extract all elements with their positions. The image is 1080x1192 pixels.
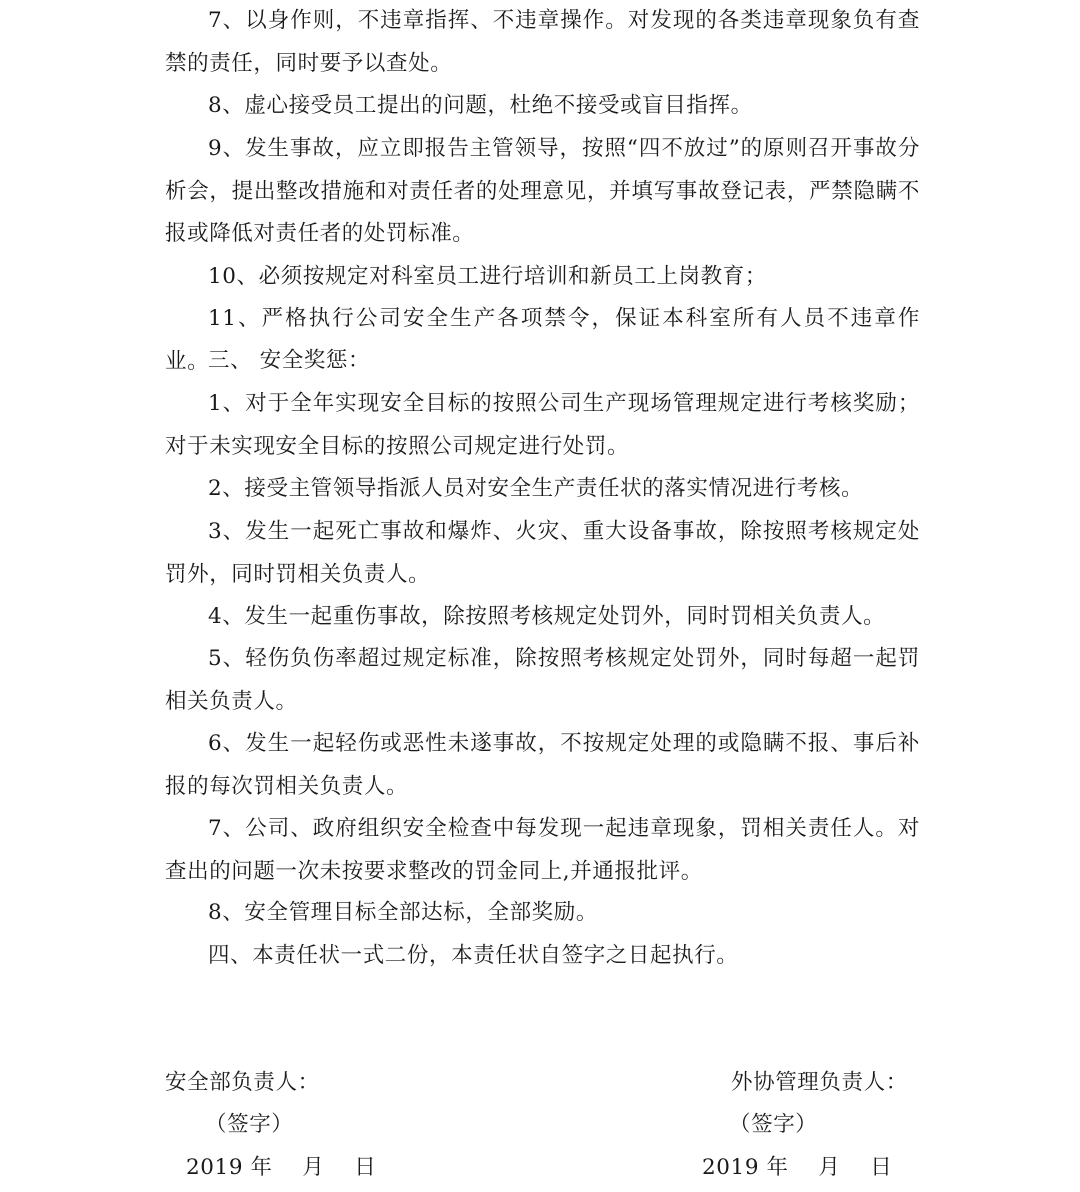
signature-right-sign-label: （签字）: [729, 1112, 818, 1137]
signature-right-date: 2019 年 月 日: [702, 1155, 893, 1180]
paragraph-item-10-duty: 10、必须按规定对科室员工进行培训和新员工上岗教育；: [208, 264, 767, 289]
paragraph-item-8-duty: 8、虚心接受员工提出的问题，杜绝不接受或盲目指挥。: [208, 93, 753, 118]
paragraph-reward-5: 5、轻伤负伤率超过规定标准，除按照考核规定处罚外，同时每超一起罚相关负责人。: [165, 646, 920, 714]
paragraph-reward-3: 3、发生一起死亡事故和爆炸、火灾、重大设备事故，除按照考核规定处罚外，同时罚相关负责人。: [165, 519, 920, 587]
signature-left-title: 安全部负责人：: [165, 1070, 320, 1095]
paragraph-item-7-duty: 7、以身作则，不违章指挥、不违章操作。对发现的各类违章现象负有查禁的责任，同时要予以查处。: [165, 8, 920, 76]
signature-left-date: 2019 年 月 日: [186, 1155, 377, 1180]
paragraph-reward-4: 4、发生一起重伤事故，除按照考核规定处罚外，同时罚相关负责人。: [208, 604, 886, 629]
paragraph-item-11-duty: 11、严格执行公司安全生产各项禁令，保证本科室所有人员不违章作业。: [165, 306, 920, 374]
paragraph-reward-8: 8、安全管理目标全部达标，全部奖励。: [208, 900, 598, 925]
signature-right-title: 外协管理负责人：: [731, 1070, 908, 1095]
paragraph-reward-6: 6、发生一起轻伤或恶性未遂事故，不按规定处理的或隐瞒不报、事后补报的每次罚相关负责人。: [165, 731, 920, 799]
signature-left-sign-label: （签字）: [205, 1112, 294, 1137]
paragraph-reward-1: 1、对于全年实现安全目标的按照公司生产现场管理规定进行考核奖励；对于未实现安全目标的按照公司规定进行处罚。: [165, 391, 920, 459]
section-heading-execution: 四、本责任状一式二份，本责任状自签字之日起执行。: [208, 943, 739, 968]
paragraph-item-9-duty: 9、发生事故，应立即报告主管领导，按照“四不放过”的原则召开事故分析会，提出整改措施和对责任者的处理意见，并填写事故登记表，严禁隐瞒不报或降低对责任者的处罚标准。: [165, 136, 920, 246]
paragraph-reward-7: 7、公司、政府组织安全检查中每发现一起违章现象，罚相关责任人。对查出的问题一次未按要求整改的罚金同上,并通报批评。: [165, 816, 920, 884]
section-heading-rewards-penalties: 三、 安全奖惩：: [208, 348, 371, 373]
paragraph-reward-2: 2、接受主管领导指派人员对安全生产责任状的落实情况进行考核。: [208, 476, 864, 501]
